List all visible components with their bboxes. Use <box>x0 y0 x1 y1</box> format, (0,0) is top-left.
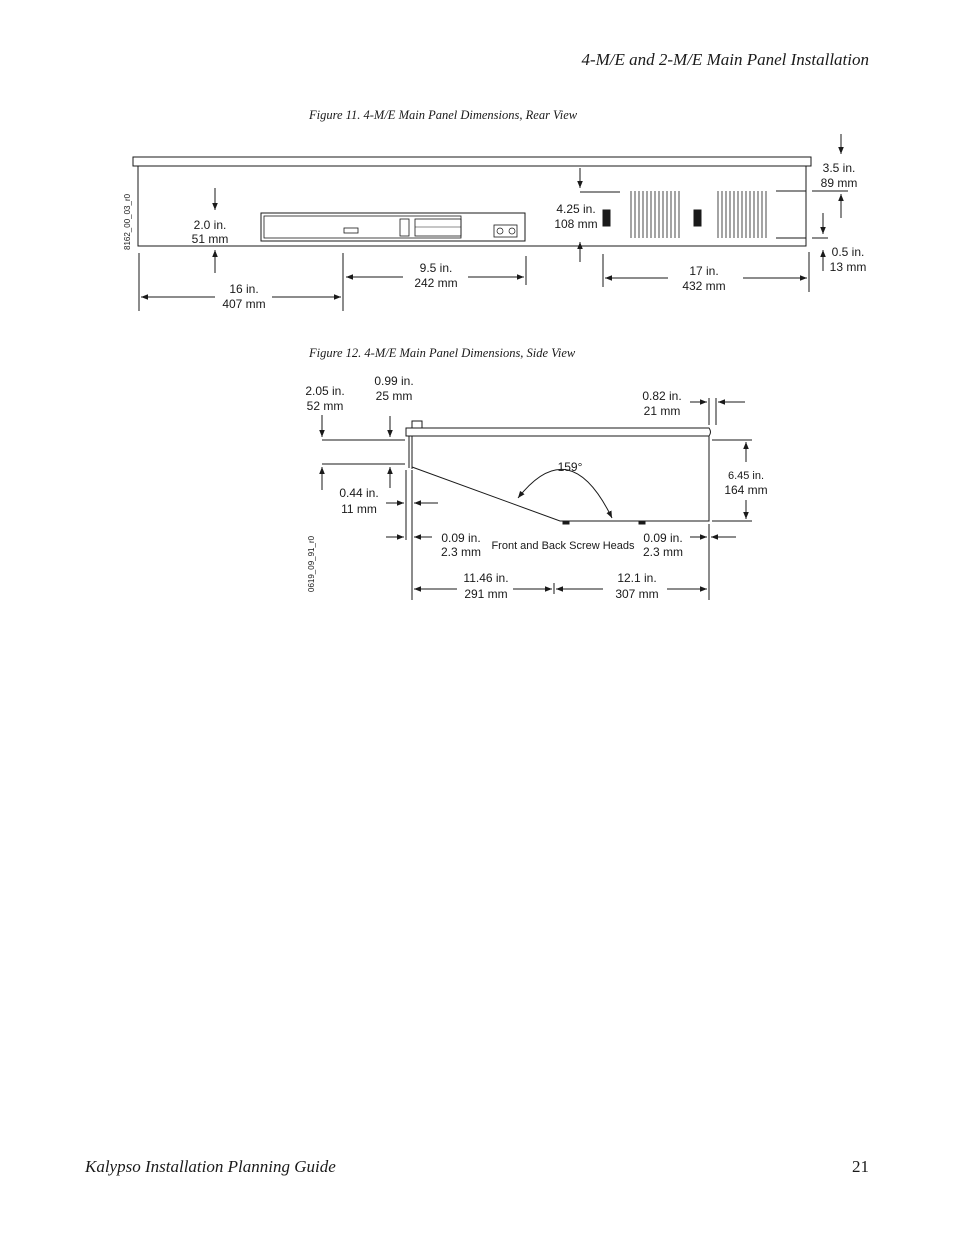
dim-0-09-right-in: 0.09 in. <box>643 531 683 545</box>
dim-11-46-in: 11.46 in. <box>463 571 509 585</box>
dim-6-45-in: 6.45 in. <box>727 470 765 482</box>
dim-0-82-mm: 21 mm <box>643 404 681 418</box>
dim-4-25-in: 4.25 in. <box>556 202 596 216</box>
dim-0-5-in: 0.5 in. <box>831 245 865 259</box>
dim-17-in: 17 in. <box>689 264 719 278</box>
figure-11-id-code: 8162_00_03_r0 <box>123 193 132 250</box>
dim-0-5-mm: 13 mm <box>829 260 867 274</box>
panel-top-lip <box>133 157 811 166</box>
side-housing <box>412 436 709 521</box>
dim-0-99-in: 0.99 in. <box>374 374 414 388</box>
figure-12-side-view <box>322 398 752 600</box>
dim-9-5-in: 9.5 in. <box>419 261 453 275</box>
dim-11-46-mm: 291 mm <box>464 587 508 601</box>
dim-2-0-mm: 51 mm <box>191 232 229 246</box>
dim-12-1-mm: 307 mm <box>615 587 659 601</box>
dim-0-09-right-mm: 2.3 mm <box>642 545 684 559</box>
dim-2-05-in: 2.05 in. <box>305 384 345 398</box>
dim-0-09-left-in: 0.09 in. <box>441 531 481 545</box>
vent-grille-right <box>718 191 766 238</box>
connector-strip <box>261 213 525 241</box>
page-number: 21 <box>852 1157 869 1176</box>
dim-2-05-mm: 52 mm <box>306 399 344 413</box>
power-inlet-right <box>694 210 701 226</box>
figure-12-caption: Figure 12. 4-M/E Main Panel Dimensions, Side View <box>309 346 576 360</box>
dim-6-45-mm: 164 mm <box>724 483 768 497</box>
dim-0-09-left-mm: 2.3 mm <box>440 545 482 559</box>
dim-2-0-in: 2.0 in. <box>193 218 227 232</box>
running-header: 4-M/E and 2-M/E Main Panel Installation <box>581 50 869 69</box>
dim-4-25-mm: 108 mm <box>554 217 598 231</box>
dim-16-mm: 407 mm <box>222 297 266 311</box>
dim-0-99-mm: 25 mm <box>375 389 413 403</box>
dim-16-in: 16 in. <box>229 282 259 296</box>
screw-heads-label: Front and Back Screw Heads <box>491 540 635 552</box>
dim-9-5-mm: 242 mm <box>414 276 458 290</box>
vent-grille-left <box>631 191 679 238</box>
dim-0-44-mm: 11 mm <box>341 502 377 516</box>
figure-11-caption: Figure 11. 4-M/E Main Panel Dimensions, Rear View <box>309 108 578 122</box>
dim-3-5-mm: 89 mm <box>820 176 858 190</box>
dim-0-82-in: 0.82 in. <box>642 389 682 403</box>
side-top-plate <box>406 428 711 436</box>
dim-17-mm: 432 mm <box>682 279 726 293</box>
dim-3-5-in: 3.5 in. <box>822 161 856 175</box>
dim-12-1-in: 12.1 in. <box>617 571 657 585</box>
power-inlet-left <box>603 210 610 226</box>
figure-12-id-code: 0619_09_91_r0 <box>307 535 316 592</box>
panel-body <box>138 166 806 246</box>
angle-label: 159° <box>557 460 583 474</box>
dim-0-44-in: 0.44 in. <box>339 486 379 500</box>
footer-guide-title: Kalypso Installation Planning Guide <box>85 1157 336 1176</box>
